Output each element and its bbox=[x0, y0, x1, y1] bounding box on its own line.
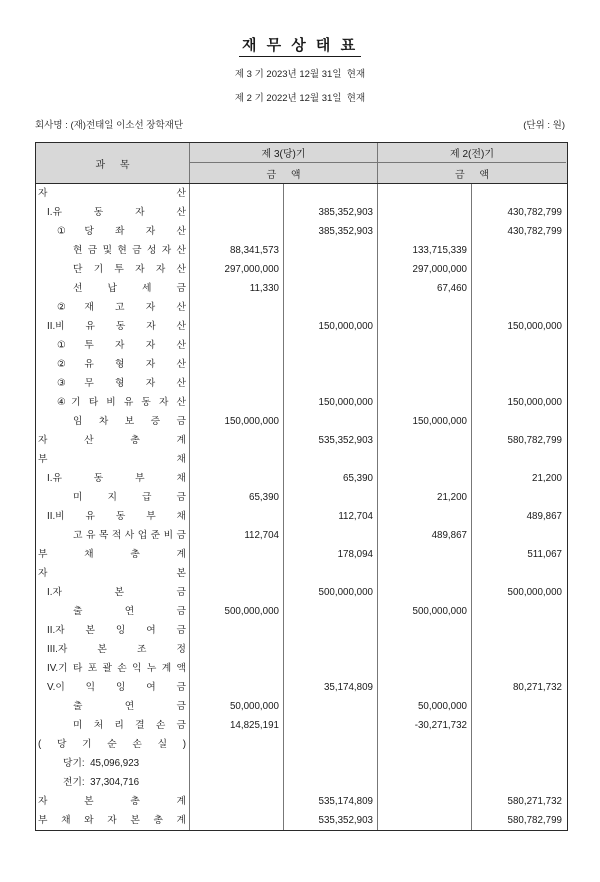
amount-prior-detail bbox=[378, 336, 472, 355]
table-row bbox=[36, 222, 567, 241]
amount-current-detail bbox=[190, 336, 284, 355]
amount-current-detail bbox=[190, 754, 284, 773]
table-row bbox=[36, 697, 567, 716]
amount-prior-total bbox=[472, 488, 566, 507]
amount-current-total bbox=[284, 735, 378, 754]
table-row bbox=[36, 583, 567, 602]
amount-current-detail bbox=[190, 298, 284, 317]
account-label: 미 지 급 금 bbox=[36, 488, 190, 507]
amount-current-detail bbox=[190, 545, 284, 564]
amount-prior-total bbox=[472, 640, 566, 659]
amount-prior-detail bbox=[378, 431, 472, 450]
amount-prior-detail: -30,271,732 bbox=[378, 716, 472, 735]
amount-current-total bbox=[284, 279, 378, 298]
account-label: 자 본 bbox=[36, 564, 190, 583]
amount-current-total: 535,174,809 bbox=[284, 792, 378, 811]
amount-current-total bbox=[284, 488, 378, 507]
account-label: 출 연 금 bbox=[36, 602, 190, 621]
amount-current-total bbox=[284, 298, 378, 317]
amount-current-total: 385,352,903 bbox=[284, 222, 378, 241]
account-label: 부 채 와 자 본 총 계 bbox=[36, 811, 190, 830]
amount-prior-total bbox=[472, 697, 566, 716]
account-label: II.비 유 동 부 채 bbox=[36, 507, 190, 526]
table-row bbox=[36, 431, 567, 450]
amount-prior-detail: 50,000,000 bbox=[378, 697, 472, 716]
table-row bbox=[36, 355, 567, 374]
amount-current-total: 112,704 bbox=[284, 507, 378, 526]
amount-current-total: 35,174,809 bbox=[284, 678, 378, 697]
amount-prior-total bbox=[472, 355, 566, 374]
amount-prior-detail bbox=[378, 659, 472, 678]
account-label: ③무 형 자 산 bbox=[36, 374, 190, 393]
amount-current-total: 178,094 bbox=[284, 545, 378, 564]
amount-current-total bbox=[284, 716, 378, 735]
amount-prior-total: 489,867 bbox=[526, 511, 562, 522]
amount-current-total bbox=[284, 355, 378, 374]
amount-prior-detail: 297,000,000 bbox=[378, 260, 472, 279]
account-label: 미 처 리 결 손 금 bbox=[36, 716, 190, 735]
amount-current-total bbox=[284, 450, 378, 469]
amount-current-total bbox=[284, 602, 378, 621]
amount-prior-detail bbox=[378, 184, 472, 203]
amount-prior-total: 430,782,799 bbox=[507, 226, 562, 237]
table-row bbox=[36, 754, 567, 773]
amount-current-detail: 11,330 bbox=[190, 279, 284, 298]
table-row bbox=[36, 811, 567, 830]
amount-current-detail bbox=[190, 469, 284, 488]
table-row bbox=[36, 450, 567, 469]
table-row bbox=[36, 260, 567, 279]
amount-prior-detail bbox=[378, 469, 472, 488]
amount-prior-total bbox=[472, 754, 566, 773]
amount-prior-total: 150,000,000 bbox=[507, 397, 562, 408]
amount-current-detail bbox=[190, 583, 284, 602]
amount-current-total bbox=[284, 336, 378, 355]
table-row bbox=[36, 241, 567, 260]
account-label: 부 채 총 계 bbox=[36, 545, 190, 564]
amount-current-detail bbox=[190, 678, 284, 697]
amount-current-total: 150,000,000 bbox=[284, 393, 378, 412]
amount-current-total: 150,000,000 bbox=[284, 317, 378, 336]
account-label: 고 유 목 적 사 업 준 비 금 bbox=[36, 526, 190, 545]
amount-prior-total bbox=[472, 735, 566, 754]
amount-prior-detail bbox=[378, 735, 472, 754]
amount-prior-detail bbox=[378, 222, 472, 241]
amount-prior-detail: 67,460 bbox=[378, 279, 472, 298]
amount-prior-detail bbox=[378, 773, 472, 792]
amount-current-total bbox=[284, 640, 378, 659]
amount-prior-total: 21,200 bbox=[532, 473, 562, 484]
amount-current-total bbox=[284, 773, 378, 792]
amount-current-detail bbox=[190, 621, 284, 640]
amount-prior-total bbox=[472, 659, 566, 678]
table-row bbox=[36, 298, 567, 317]
amount-current-total bbox=[284, 260, 378, 279]
account-label: ( 당 기 순 손 실 ) bbox=[36, 735, 190, 754]
account-label: 자 산 총 계 bbox=[36, 431, 190, 450]
table-row bbox=[36, 336, 567, 355]
amount-current-detail bbox=[190, 222, 284, 241]
account-label: 출 연 금 bbox=[36, 697, 190, 716]
amount-current-detail bbox=[190, 355, 284, 374]
amount-current-detail: 14,825,191 bbox=[190, 716, 284, 735]
amount-prior-detail bbox=[378, 545, 472, 564]
account-label: 당기: 45,096,923 bbox=[36, 754, 190, 773]
amount-prior-detail: 133,715,339 bbox=[378, 241, 472, 260]
amount-prior-total: 500,000,000 bbox=[507, 587, 562, 598]
amount-current-detail bbox=[190, 792, 284, 811]
account-label: 자 산 bbox=[36, 184, 190, 203]
amount-current-detail bbox=[190, 184, 284, 203]
amount-current-total bbox=[284, 564, 378, 583]
account-label: V.이 익 잉 여 금 bbox=[36, 678, 190, 697]
header-account-column: 과 목 bbox=[36, 143, 190, 183]
amount-prior-total: 511,067 bbox=[527, 549, 562, 560]
table-row bbox=[36, 469, 567, 488]
table-row bbox=[36, 735, 567, 754]
amount-prior-total bbox=[472, 621, 566, 640]
header-amount-prior: 금 액 bbox=[454, 169, 490, 181]
account-label: II.비 유 동 자 산 bbox=[36, 317, 190, 336]
account-label: I.자 본 금 bbox=[36, 583, 190, 602]
period-line-prior: 제 2 기 2022년 12월 31일 현재 bbox=[234, 93, 366, 104]
account-label: 단 기 투 자 자 산 bbox=[36, 260, 190, 279]
amount-prior-total: 430,782,799 bbox=[507, 207, 562, 218]
amount-prior-detail: 150,000,000 bbox=[378, 412, 472, 431]
account-label: ②재 고 자 산 bbox=[36, 298, 190, 317]
company-name: 회사명 : (재)전태일 이소선 장학재단 bbox=[35, 120, 184, 131]
account-label: I.유 동 자 산 bbox=[36, 203, 190, 222]
table-row bbox=[36, 678, 567, 697]
amount-prior-total bbox=[472, 602, 566, 621]
table-row bbox=[36, 564, 567, 583]
amount-prior-total: 80,271,732 bbox=[512, 682, 562, 693]
amount-current-detail bbox=[190, 659, 284, 678]
amount-current-detail bbox=[190, 735, 284, 754]
account-label: 전기: 37,304,716 bbox=[36, 773, 190, 792]
account-label: ①투 자 자 산 bbox=[36, 336, 190, 355]
unit-label: (단위 : 원) bbox=[523, 120, 565, 131]
amount-prior-detail: 500,000,000 bbox=[378, 602, 472, 621]
amount-prior-total bbox=[472, 773, 566, 792]
amount-prior-total bbox=[472, 279, 566, 298]
amount-prior-total bbox=[472, 374, 566, 393]
amount-prior-detail bbox=[378, 374, 472, 393]
table-row bbox=[36, 184, 567, 203]
table-body bbox=[36, 184, 567, 830]
amount-prior-detail bbox=[378, 621, 472, 640]
account-label: 부 채 bbox=[36, 450, 190, 469]
amount-prior-total: 580,782,799 bbox=[507, 815, 562, 826]
amount-current-total bbox=[284, 621, 378, 640]
amount-prior-detail: 21,200 bbox=[378, 488, 472, 507]
amount-prior-total bbox=[472, 336, 566, 355]
account-label: ②유 형 자 산 bbox=[36, 355, 190, 374]
amount-prior-total bbox=[472, 450, 566, 469]
amount-current-detail bbox=[190, 317, 284, 336]
table-row bbox=[36, 526, 567, 545]
amount-current-detail: 297,000,000 bbox=[190, 260, 284, 279]
amount-prior-total bbox=[472, 298, 566, 317]
amount-current-detail bbox=[190, 374, 284, 393]
amount-prior-total bbox=[472, 716, 566, 735]
page-title bbox=[0, 34, 600, 55]
header-period-current: 제 3(당)기 bbox=[190, 143, 378, 163]
amount-current-total: 65,390 bbox=[284, 469, 378, 488]
amount-prior-total bbox=[472, 260, 566, 279]
amount-current-detail bbox=[190, 773, 284, 792]
table-row bbox=[36, 203, 567, 222]
financial-statement-page bbox=[0, 34, 600, 882]
amount-current-detail bbox=[190, 640, 284, 659]
amount-current-total bbox=[284, 184, 378, 203]
table-row bbox=[36, 317, 567, 336]
table-row bbox=[36, 640, 567, 659]
account-label: ④기 타 비 유 동 자 산 bbox=[36, 393, 190, 412]
table-row bbox=[36, 716, 567, 735]
amount-prior-detail bbox=[378, 450, 472, 469]
account-label: 자 본 총 계 bbox=[36, 792, 190, 811]
amount-current-total bbox=[284, 659, 378, 678]
amount-prior-detail: 489,867 bbox=[378, 526, 472, 545]
amount-current-detail bbox=[190, 203, 284, 222]
amount-current-detail bbox=[190, 431, 284, 450]
amount-current-total bbox=[284, 412, 378, 431]
amount-prior-detail bbox=[378, 564, 472, 583]
table-header bbox=[36, 143, 567, 184]
amount-current-total: 500,000,000 bbox=[284, 583, 378, 602]
amount-prior-detail bbox=[378, 393, 472, 412]
amount-current-detail bbox=[190, 393, 284, 412]
financial-table bbox=[35, 142, 568, 831]
amount-current-total bbox=[284, 241, 378, 260]
amount-prior-detail bbox=[378, 507, 472, 526]
table-row bbox=[36, 488, 567, 507]
account-label: 현 금 및 현 금 성 자 산 bbox=[36, 241, 190, 260]
account-label: 선 납 세 금 bbox=[36, 279, 190, 298]
amount-current-total bbox=[284, 754, 378, 773]
amount-current-detail: 112,704 bbox=[190, 526, 284, 545]
amount-current-detail bbox=[190, 450, 284, 469]
amount-current-detail: 65,390 bbox=[190, 488, 284, 507]
table-row bbox=[36, 374, 567, 393]
amount-prior-detail bbox=[378, 583, 472, 602]
amount-prior-detail bbox=[378, 754, 472, 773]
account-label: 임 차 보 증 금 bbox=[36, 412, 190, 431]
amount-current-detail bbox=[190, 507, 284, 526]
header-amount-current: 금 액 bbox=[190, 163, 378, 183]
amount-prior-total: 580,271,732 bbox=[507, 796, 562, 807]
table-row bbox=[36, 602, 567, 621]
table-row bbox=[36, 279, 567, 298]
table-row bbox=[36, 507, 567, 526]
amount-prior-total bbox=[472, 241, 566, 260]
amount-current-total bbox=[284, 526, 378, 545]
amount-current-detail: 150,000,000 bbox=[190, 412, 284, 431]
amount-prior-total bbox=[472, 412, 566, 431]
table-row bbox=[36, 621, 567, 640]
page-title-text: 재 무 상 태 표 bbox=[239, 37, 361, 57]
amount-prior-total bbox=[472, 184, 566, 203]
amount-current-detail: 50,000,000 bbox=[190, 697, 284, 716]
amount-current-total: 385,352,903 bbox=[284, 203, 378, 222]
amount-current-total bbox=[284, 697, 378, 716]
amount-prior-detail bbox=[378, 203, 472, 222]
table-row bbox=[36, 393, 567, 412]
amount-prior-detail bbox=[378, 811, 472, 830]
amount-prior-detail bbox=[378, 792, 472, 811]
amount-current-total: 535,352,903 bbox=[284, 431, 378, 450]
table-row bbox=[36, 792, 567, 811]
amount-prior-total: 580,782,799 bbox=[507, 435, 562, 446]
amount-current-detail: 88,341,573 bbox=[190, 241, 284, 260]
amount-current-detail bbox=[190, 811, 284, 830]
table-row bbox=[36, 773, 567, 792]
period-line-current: 제 3 기 2023년 12월 31일 현재 bbox=[234, 69, 366, 80]
amount-prior-detail bbox=[378, 678, 472, 697]
account-label: I.유 동 부 채 bbox=[36, 469, 190, 488]
amount-current-detail: 500,000,000 bbox=[190, 602, 284, 621]
table-row bbox=[36, 412, 567, 431]
amount-prior-detail bbox=[378, 317, 472, 336]
amount-current-total bbox=[284, 374, 378, 393]
amount-prior-detail bbox=[378, 298, 472, 317]
amount-prior-detail bbox=[378, 640, 472, 659]
amount-prior-total bbox=[472, 564, 566, 583]
table-row bbox=[36, 545, 567, 564]
amount-prior-detail bbox=[378, 355, 472, 374]
account-label: III.자 본 조 정 bbox=[36, 640, 190, 659]
amount-current-detail bbox=[190, 564, 284, 583]
table-row bbox=[36, 659, 567, 678]
amount-current-total: 535,352,903 bbox=[284, 811, 378, 830]
amount-prior-total bbox=[472, 526, 566, 545]
meta-row bbox=[35, 117, 565, 131]
amount-prior-total: 150,000,000 bbox=[507, 321, 562, 332]
account-label: II.자 본 잉 여 금 bbox=[36, 621, 190, 640]
account-label: ①당 좌 자 산 bbox=[36, 222, 190, 241]
header-period-prior: 제 2(전)기 bbox=[378, 143, 566, 163]
account-label: IV.기 타 포 괄 손 익 누 계 액 bbox=[36, 659, 190, 678]
